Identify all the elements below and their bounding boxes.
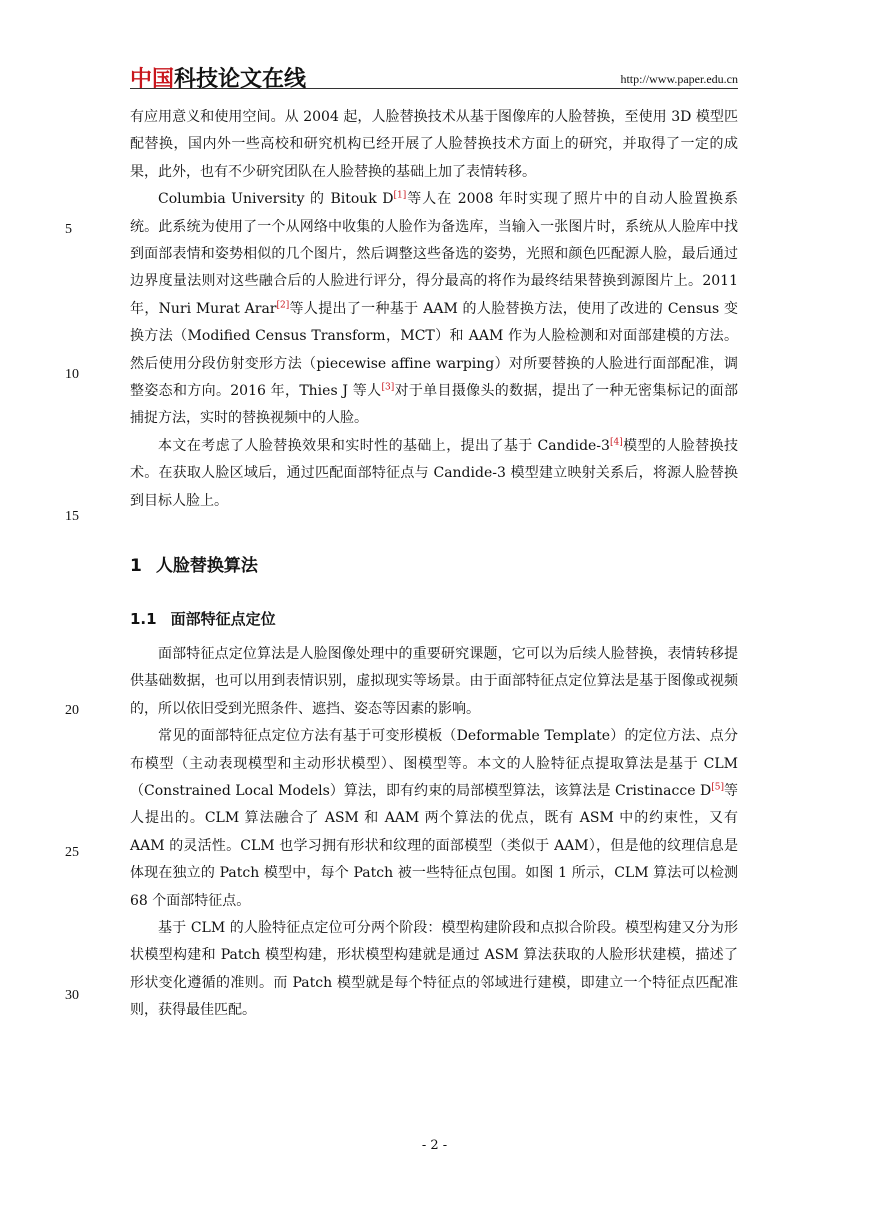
citation-5[interactable]: [5]	[711, 782, 724, 793]
paragraph-5: 常见的面部特征点定位方法有基于可变形模板（Deformable Template）的定位方法、点分布模型（主动表现模型和主动形状模型）、图模型等。本文的人脸特征点提取算法是基于 CLM（Constrained Local Models）算法，即有约束的局部模型算法，该算法是 Cristinacce D[5]等人提出的。CLM 算法融合了 ASM 和 AAM 两个算法的优点，既有 ASM 中的约束性，又有 AAM 的灵活性。CLM 也学习拥有形状和纹理的面部模型（类似于 AAM），但是他的纹理信息是体现在独立的 Patch 模型中，每个 Patch 被一些特征点包围。如图 1 所示，CLM 算法可以检测 68 个面部特征点。	[130, 728, 739, 909]
paragraph-1: 有应用意义和使用空间。从 2004 起，人脸替换技术从基于图像库的人脸替换，至使用 3D 模型匹配替换，国内外一些高校和研究机构已经开展了人脸替换技术方面上的研究，并取得了一定的成果，此外，也有不少研究团队在人脸替换的基础上加了表情转移。	[130, 109, 738, 180]
header-rule	[130, 88, 738, 89]
header-url[interactable]: http://www.paper.edu.cn	[620, 72, 738, 86]
citation-1[interactable]: [1]	[393, 190, 407, 201]
paragraph-2: Columbia University 的 Bitouk D[1]等人在 2008 年时实现了照片中的自动人脸置换系统。此系统为使用了一个从网络中收集的人脸作为备选库，当输入一张图片时，系统从人脸库中找到面部表情和姿势相似的几个图片，然后调整这些备选的姿势，光照和颜色匹配源人脸，最后通过边界度量法则对这些融合后的人脸进行评分，得分最高的将作为最终结果替换到源图片上。2011 年，Nuri Murat Arar[2]等人提出了一种基于 AAM 的人脸替换方法，使用了改进的 Census 变换方法（Modified Census Transform，MCT）和 AAM 作为人脸检测和对面部建模的方法。然后使用分段仿射变形方法（piecewise affine warping）对所要替换的人脸进行面部配准，调整姿态和方向。2016 年，Thies J 等人[3]对于单目摄像头的数据，提出了一种无密集标记的面部捕捉方法，实时的替换视频中的人脸。	[130, 190, 739, 427]
page-number: - 2 -	[421, 1138, 448, 1153]
citation-4[interactable]: [4]	[609, 437, 623, 448]
citation-3[interactable]: [3]	[381, 382, 395, 393]
section-heading: 1 人脸替换算法	[130, 556, 258, 576]
body-text-top	[130, 104, 738, 515]
line-number: 25	[65, 845, 79, 860]
body-text-bottom	[130, 641, 738, 1025]
subsection-heading: 1.1 面部特征点定位	[130, 610, 276, 628]
paragraph-6: 基于 CLM 的人脸特征点定位可分两个阶段：模型构建阶段和点拟合阶段。模型构建又分为形状模型构建和 Patch 模型构建，形状模型构建就是通过 ASM 算法获取的人脸形状建模，描述了形状变化遵循的准则。而 Patch 模型就是每个特征点的邻域进行建模，即建立一个特征点匹配准则，获得最佳匹配。	[130, 920, 738, 1019]
line-number: 10	[65, 367, 79, 382]
line-number: 30	[65, 988, 79, 1003]
paragraph-3: 本文在考虑了人脸替换效果和实时性的基础上，提出了基于 Candide-3[4]模型的人脸替换技术。在获取人脸区域后，通过匹配面部特征点与 Candide-3 模型建立映射关系后，将源人脸替换到目标人脸上。	[130, 437, 738, 509]
paragraph-4: 面部特征点定位算法是人脸图像处理中的重要研究课题，它可以为后续人脸替换，表情转移提供基础数据，也可以用到表情识别，虚拟现实等场景。由于面部特征点定位算法是基于图像或视频的，所以依旧受到光照条件、遮挡、姿态等因素的影响。	[130, 646, 738, 717]
logo-black-text: 科技论文在线	[174, 67, 307, 92]
citation-2[interactable]: [2]	[276, 300, 290, 311]
line-number: 5	[65, 222, 72, 237]
line-number: 15	[65, 509, 79, 524]
line-number: 20	[65, 703, 79, 718]
logo-red-text: 中国	[130, 67, 175, 92]
